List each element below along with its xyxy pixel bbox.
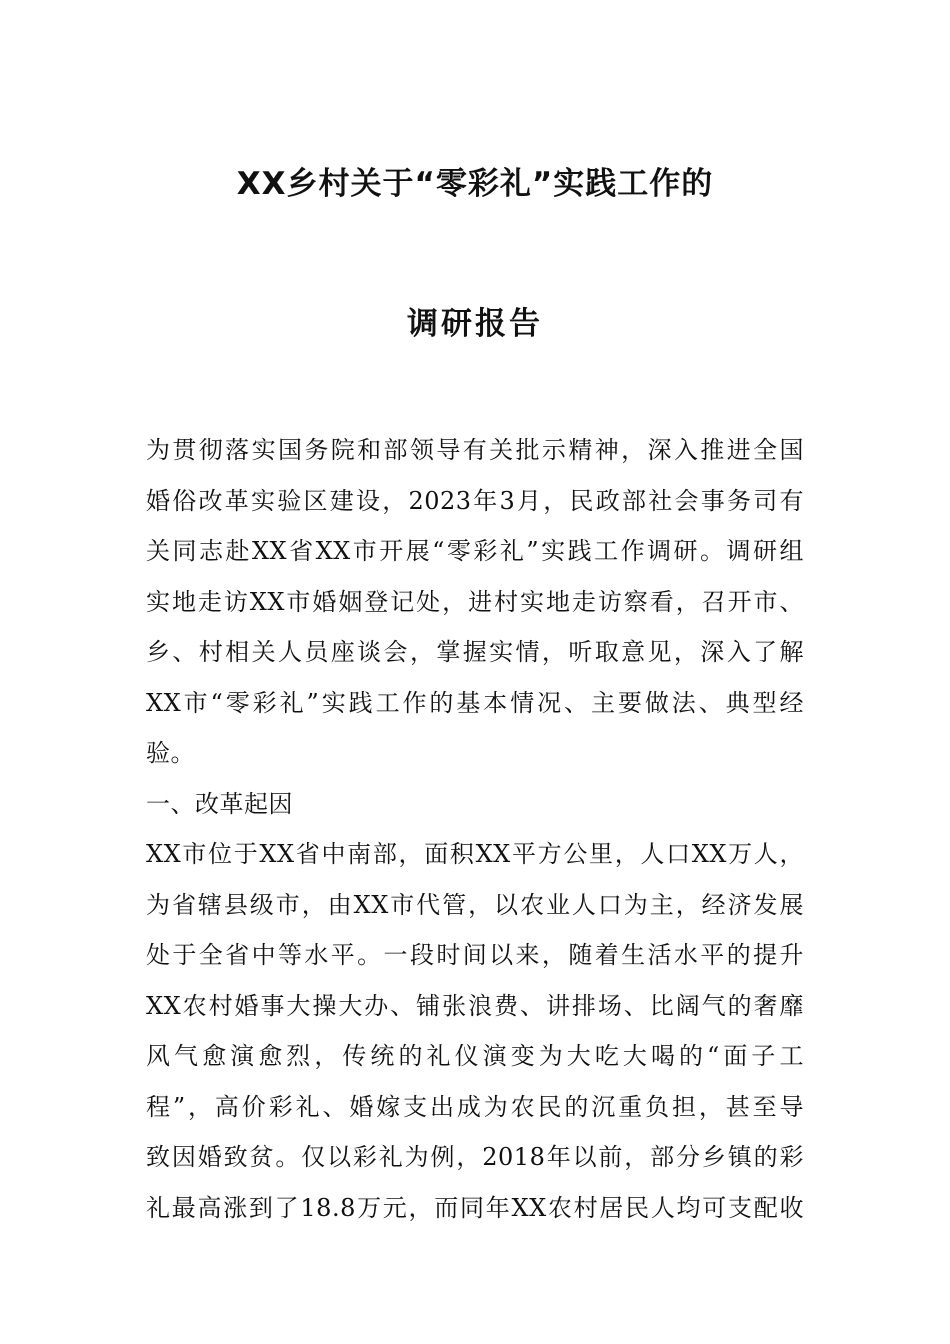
text-line: 程”，高价彩礼、婚嫁支出成为农民的沉重负担，甚至导 bbox=[146, 1092, 804, 1121]
text-line: 处于全省中等水平。一段时间以来，随着生活水平的提升 bbox=[146, 941, 804, 969]
text-line: 婚俗改革实验区建设，2023年3月，民政部社会事务司有 bbox=[146, 486, 804, 515]
text-line: 为贯彻落实国务院和部领导有关批示精神，深入推进全国 bbox=[146, 436, 804, 464]
text-line: XX市位于XX省中南部，面积XX平方公里，人口XX万人， bbox=[146, 840, 804, 868]
title-line-1: XX乡村关于“零彩礼”实践工作的 bbox=[236, 166, 714, 202]
text-line: 为省辖县级市，由XX市代管，以农业人口为主，经济发展 bbox=[146, 890, 804, 919]
body-text bbox=[146, 425, 804, 1233]
section-heading: 一、改革起因 bbox=[146, 789, 293, 818]
text-line: 关同志赴XX省XX市开展“零彩礼”实践工作调研。调研组 bbox=[146, 537, 804, 565]
text-line: XX农村婚事大操大办、铺张浪费、讲排场、比阔气的奢靡 bbox=[146, 991, 804, 1020]
text-line: 礼最高涨到了18.8万元，而同年XX农村居民人均可支配收 bbox=[146, 1193, 804, 1222]
text-line: 实地走访XX市婚姻登记处，进村实地走访察看，召开市、 bbox=[146, 587, 804, 616]
text-line: 致因婚致贫。仅以彩礼为例，2018年以前，部分乡镇的彩 bbox=[146, 1143, 804, 1171]
text-line: 风气愈演愈烈，传统的礼仪演变为大吃大喝的“面子工 bbox=[146, 1042, 804, 1070]
text-line: 验。 bbox=[146, 739, 195, 767]
title-line-2: 调研报告 bbox=[407, 306, 543, 342]
text-line: XX市“零彩礼”实践工作的基本情况、主要做法、典型经 bbox=[146, 688, 804, 717]
text-line: 乡、村相关人员座谈会，掌握实情，听取意见，深入了解 bbox=[146, 638, 804, 666]
